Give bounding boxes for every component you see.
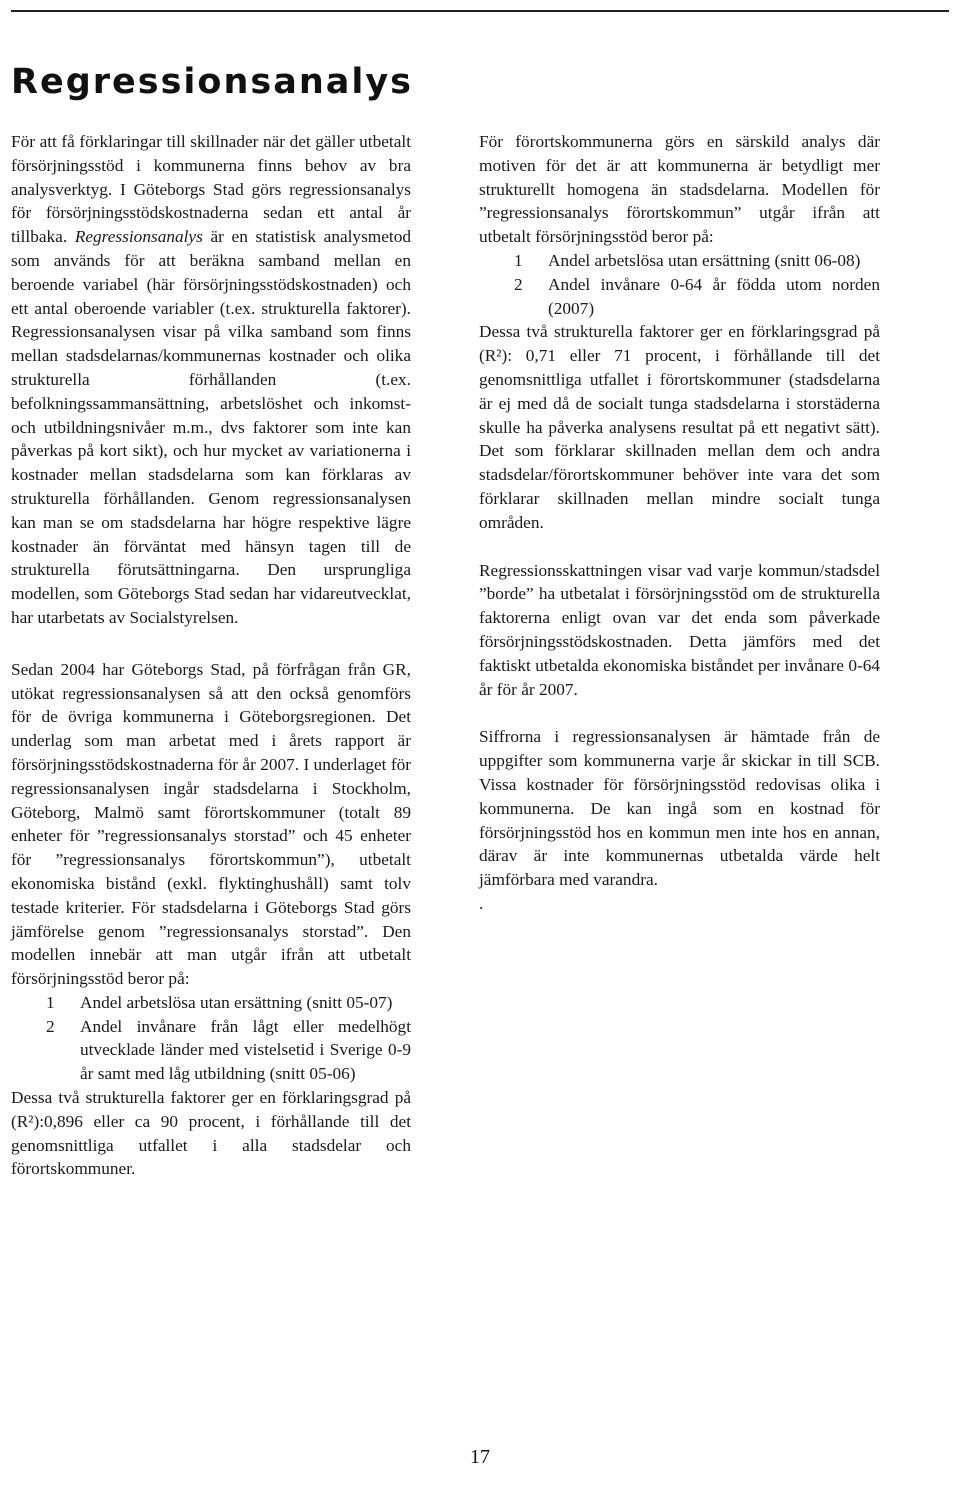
factor-list-forort <box>479 249 880 320</box>
source-paragraph: Siffrorna i regressionsanalysen är hämtade från de uppgifter som kommunerna varje år skickar in till SCB. Vissa kostnader för försörjningsstöd redovisas olika i kommunerna. De kan ingå som en kostnad för försörjningsstöd hos en kommun men inte hos en annan, därav är inte kommunernas utbetalda värde helt jämförbara med varandra. <box>479 727 880 890</box>
method-paragraph: Sedan 2004 har Göteborgs Stad, på förfrågan från GR, utökat regressionsanalysen så att den också genomförs för de övriga kommunerna i Göteborgsregionen. Det underlag som man arbetat med i årets rapport är försörjningsstödskostnaderna för år 2007. I underlaget för regressionsanalysen ingår stadsdelarna i Stockholm, Göteborg, Malmö samt förortskommuner (totalt 89 enheter för ”regressionsanalys storstad” och 45 enheter för ”regressionsanalys förortskommun”), utbetalt ekonomiska bistånd (exkl. flyktinghushåll) samt tolv testade kriterier. För stadsdelarna i Göteborgs Stad görs jämförelse genom ”regressionsanalys storstad”. Den modellen innebär att man utgår ifrån att utbetalt försörjningsstöd beror på: <box>11 659 411 989</box>
right-column <box>479 130 880 916</box>
list-item: 2 Andel invånare från lågt eller medelhögt utvecklade länder med vistelsetid i Sverige 0-9 år samt med låg utbildning (snitt 05-06) <box>46 1016 411 1084</box>
page-title: Regressionsanalys <box>11 62 413 102</box>
factor-list-storstad <box>11 991 411 1086</box>
intro-paragraph: För att få förklaringar till skillnader när det gäller utbetalt försörjningsstöd i kommunerna finns behov av bra analysverktyg. I Göteborgs Stad görs regressionsanalys för försörjningsstödskostnaderna sedan ett antal år tillbaka. Regressionsanalys är en statistisk analysmetod som används för att beräkna samband mellan en beroende variabel (här försörjningsstödskostnaden) och ett antal oberoende variabler (t.ex. strukturella faktorer). Regressionsanalysen visar på vilka samband som finns mellan stadsdelarnas/kommunernas kostnader och olika strukturella förhållanden (t.ex. befolkningssammansättning, arbetslöshet och inkomst- och utbildningsnivåer m.m., dvs faktorer som inte kan påverkas på kort sikt), och hur mycket av variationerna i kostnader mellan stadsdelarna som kan förklaras av strukturella förhållanden. Genom regressionsanalysen kan man se om stadsdelarna har högre respektive lägre kostnader än förväntat med hänsyn tagen till de strukturella förutsättningarna. Den ursprungliga modellen, som Göteborgs Stad sedan har vidareutvecklat, har utarbetats av Socialstyrelsen. <box>11 132 411 627</box>
suburb-result-paragraph: Dessa två strukturella faktorer ger en förklaringsgrad på (R²): 0,71 eller 71 procent, i förhållande till det genomsnittliga utfallet i förortskommuner (stadsdelarna är ej med då de socialt tunga stadsdelarna i storstäderna skulle ha påverka analysens resultat på ett negativt sätt). Det som förklarar skillnaden mellan dem och andra stadsdelar/förortskommuner behöver inte vara det som förklarar skillnaden mellan mindre socialt tunga områden. <box>479 322 880 532</box>
trailing-dot: . <box>479 893 484 913</box>
list-item: 1 Andel arbetslösa utan ersättning (snitt 05-07) <box>46 992 393 1012</box>
emphasized-term: Regressionsanalys <box>74 227 203 247</box>
result-paragraph: Dessa två strukturella faktorer ger en förklaringsgrad på (R²):0,896 eller ca 90 procent, i förhållande till det genomsnittliga utfallet i alla stadsdelar och förortskommuner. <box>11 1088 411 1179</box>
estimate-paragraph: Regressionsskattningen visar vad varje kommun/stadsdel ”borde” ha utbetalat i försörjningsstöd om de strukturella faktorerna enligt ovan var det enda som påverkade försörjningsstödskostnaden. Detta jämförs med det faktiskt utbetalda ekonomiska biståndet per invånare 0-64 år för år 2007. <box>479 560 880 699</box>
page-number: 17 <box>470 1446 490 1468</box>
left-column <box>11 130 411 1181</box>
suburb-paragraph: För förortskommunerna görs en särskild analys där motiven för det är att kommunerna är betydligt mer strukturellt homogena än stadsdelarna. Modellen för ”regressionsanalys förortskommun” utgår ifrån att utbetalt försörjningsstöd beror på: <box>479 132 880 247</box>
header-rule <box>11 10 949 12</box>
list-item: 1 Andel arbetslösa utan ersättning (snitt 06-08) <box>514 250 861 270</box>
list-item: 2 Andel invånare 0-64 år födda utom norden (2007) <box>514 274 880 318</box>
